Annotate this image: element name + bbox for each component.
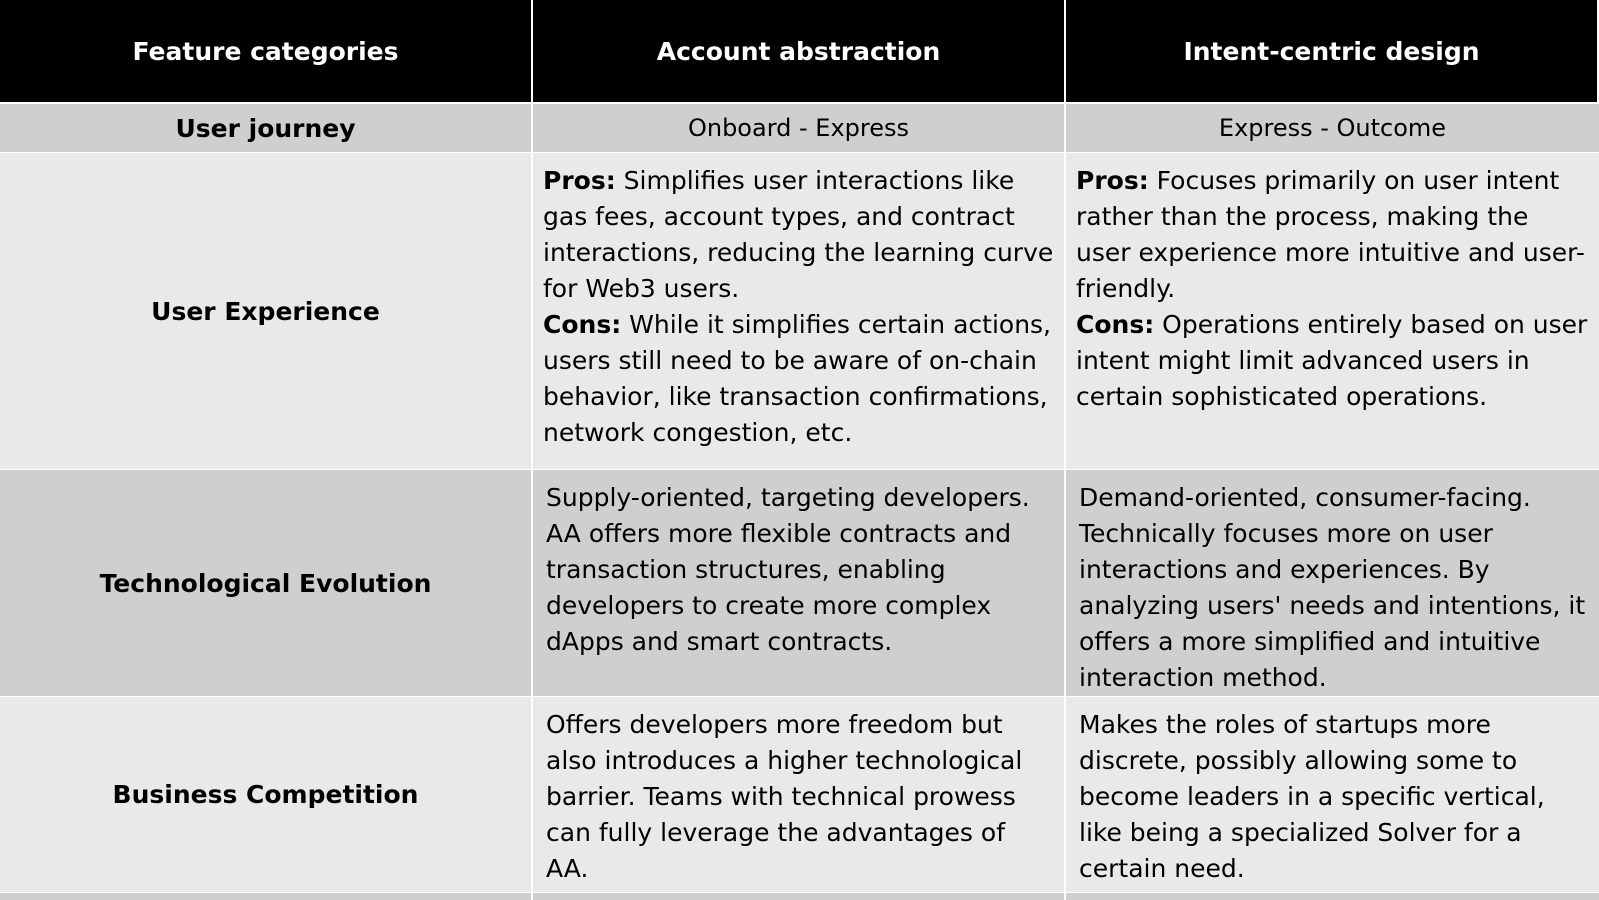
pros-paragraph: [543, 163, 1054, 307]
pros-text: Simplifies user interactions like gas fees, account types, and contract interactions, reducing the learning curve for Web3 users.: [543, 166, 1054, 303]
user-experience-account-abstraction: [533, 153, 1066, 469]
header-feature-categories: Feature categories: [0, 0, 533, 102]
pros-label: Pros:: [543, 166, 616, 195]
business-competition-account-abstraction: Offers developers more freedom but also introduces a higher technological barrier. Teams with technical prowess can fully leverage the advantages of AA.: [533, 697, 1066, 892]
header-account-abstraction: Account abstraction: [533, 0, 1066, 102]
partial-cell: [1066, 893, 1599, 900]
table-row-user-experience: [0, 153, 1599, 469]
cons-paragraph: [1076, 307, 1589, 415]
cons-label: Cons:: [1076, 310, 1155, 339]
cons-label: Cons:: [543, 310, 622, 339]
cons-text: While it simplifies certain actions, users still need to be aware of on-chain behavior, like transaction confirmations, network congestion, etc.: [543, 310, 1052, 447]
table-row-business-competition: [0, 697, 1599, 892]
user-journey-account-abstraction: Onboard - Express: [533, 104, 1066, 152]
user-journey-intent-centric: Express - Outcome: [1218, 114, 1447, 142]
user-experience-intent-centric: [1066, 153, 1599, 469]
row-label-technological-evolution: Technological Evolution: [0, 470, 533, 696]
header-intent-centric-design: Intent-centric design: [1066, 0, 1599, 102]
row-label-user-journey: User journey: [0, 104, 533, 152]
partial-cell: [533, 893, 1066, 900]
row-label-user-experience: User Experience: [0, 153, 533, 469]
partial-cell: [0, 893, 533, 900]
cons-paragraph: [543, 307, 1054, 451]
pros-text: Focuses primarily on user intent rather than the process, making the user experience more intuitive and user-friendly.: [1076, 166, 1585, 303]
table-row-partial: [0, 893, 1599, 900]
table-row-technological-evolution: [0, 470, 1599, 696]
pros-label: Pros:: [1076, 166, 1149, 195]
cons-text: Operations entirely based on user intent might limit advanced users in certain sophisticated operations.: [1076, 310, 1588, 411]
business-competition-intent-centric: Makes the roles of startups more discrete, possibly allowing some to become leaders in a specific vertical, like being a specialized Solver for a certain need.: [1079, 710, 1545, 883]
table-header-row: [0, 0, 1599, 102]
pros-paragraph: [1076, 163, 1589, 307]
row-label-business-competition: Business Competition: [0, 697, 533, 892]
technological-evolution-account-abstraction: Supply-oriented, targeting developers. AA offers more flexible contracts and transaction structures, enabling developers to create more complex dApps and smart contracts.: [533, 470, 1066, 696]
table-row-user-journey: [0, 104, 1599, 152]
technological-evolution-intent-centric: Demand-oriented, consumer-facing. Technically focuses more on user interactions and experiences. By analyzing users' needs and intentions, it offers a more simplified and intuitive interaction method.: [1079, 483, 1586, 692]
